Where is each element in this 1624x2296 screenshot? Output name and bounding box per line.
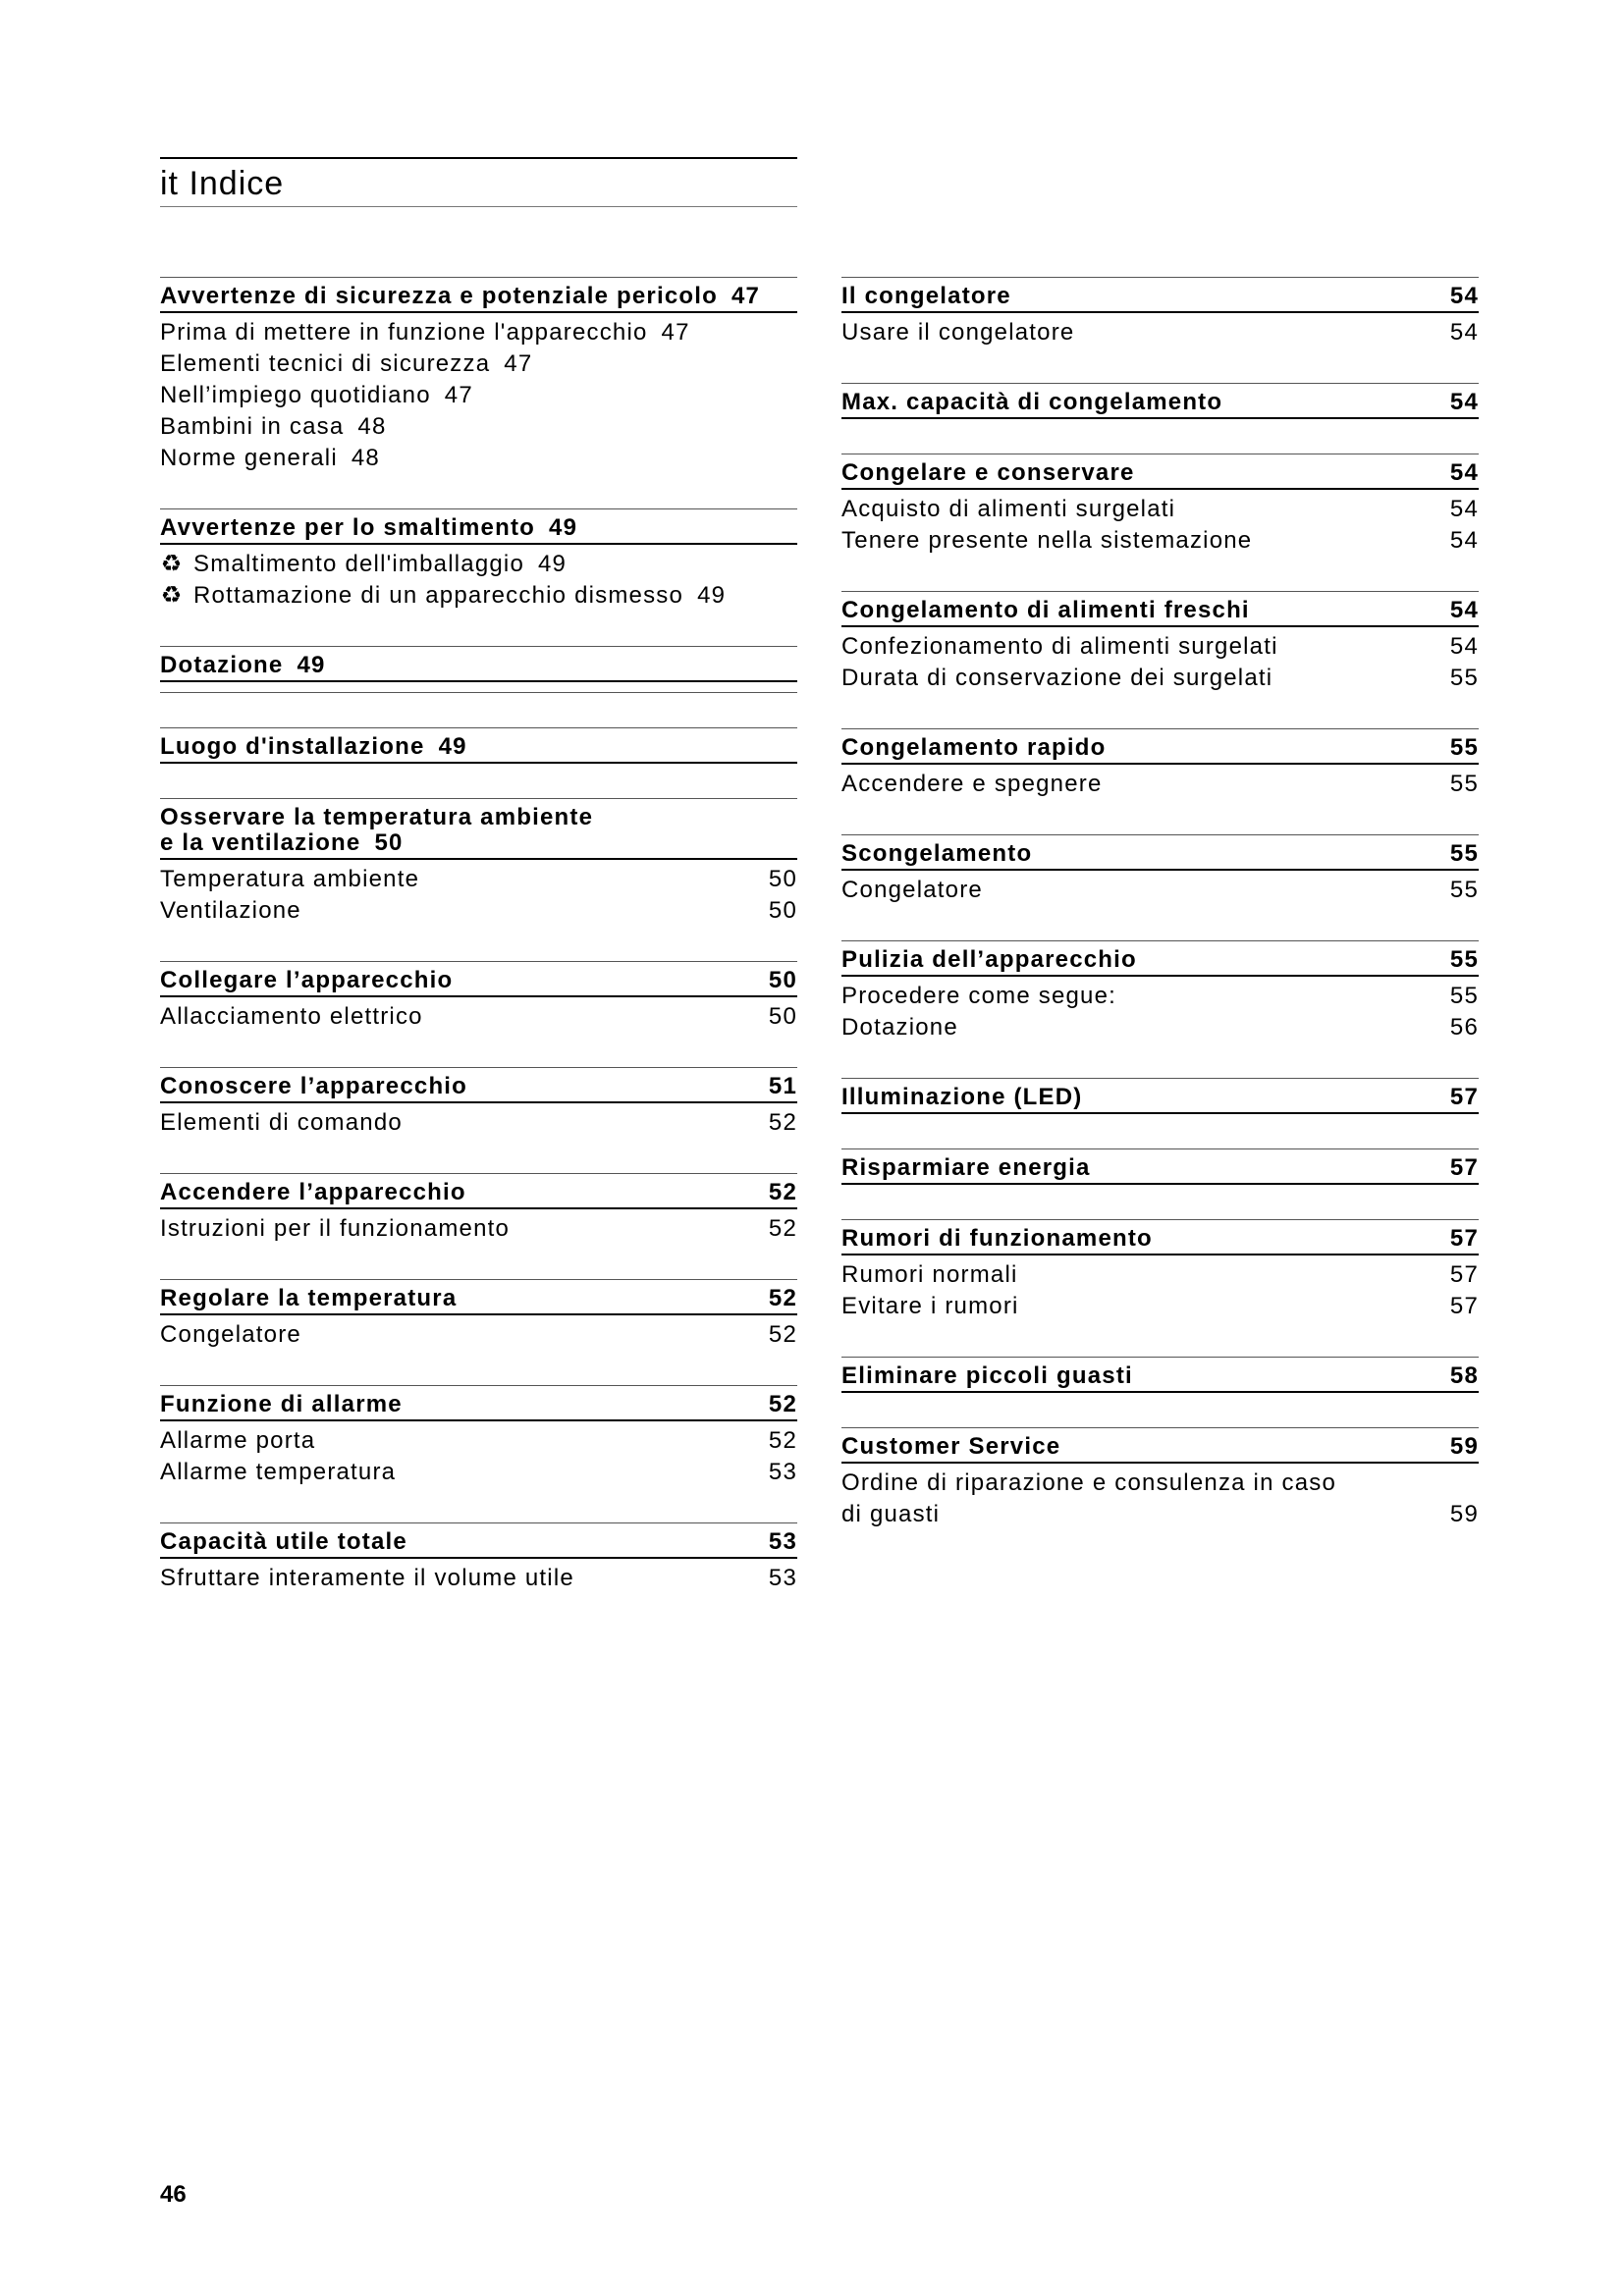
entry-label: Rottamazione di un apparecchio dismesso xyxy=(193,582,684,609)
toc-entry[interactable] xyxy=(841,1012,1479,1043)
entry-page-number: 48 xyxy=(351,445,380,471)
entry-page-number: 49 xyxy=(697,582,727,609)
entry-label: Elementi tecnici di sicurezza xyxy=(160,350,491,377)
entry-label: Prima di mettere in funzione l'apparecchio xyxy=(160,319,648,346)
entry-page-number: 52 xyxy=(768,1215,797,1242)
section-page-number: 49 xyxy=(297,652,326,678)
entry-page-number: 55 xyxy=(1449,983,1479,1009)
entry-page-number: 49 xyxy=(538,551,568,577)
section-title: Eliminare piccoli guasti xyxy=(841,1362,1133,1389)
entry-label: Tenere presente nella sistemazione xyxy=(841,527,1253,554)
toc-entry[interactable] xyxy=(841,1468,1479,1530)
section-heading[interactable] xyxy=(841,728,1479,765)
entry-page-number: 57 xyxy=(1449,1293,1479,1319)
entry-label: Usare il congelatore xyxy=(841,319,1075,346)
entry-page-number: 50 xyxy=(768,866,797,892)
section-page-number: 53 xyxy=(768,1528,797,1555)
section-title: Luogo d'installazione xyxy=(160,733,425,760)
toc-section-risparmiare-energia xyxy=(841,1148,1479,1185)
section-page-number: 54 xyxy=(1449,459,1479,486)
section-page-number: 58 xyxy=(1449,1362,1479,1389)
entry-page-number: 50 xyxy=(768,897,797,924)
toc-right-column xyxy=(841,277,1479,1565)
toc-section-dotazione xyxy=(160,646,797,693)
section-items xyxy=(160,1421,797,1488)
entry-page-number: 55 xyxy=(1449,665,1479,691)
section-title: Congelamento rapido xyxy=(841,734,1107,761)
section-items xyxy=(160,545,797,612)
section-heading[interactable] xyxy=(160,277,797,313)
section-title: Max. capacità di congelamento xyxy=(841,389,1223,415)
entry-label: Allacciamento elettrico xyxy=(160,1003,423,1030)
section-items xyxy=(841,871,1479,906)
section-heading[interactable] xyxy=(160,1385,797,1421)
toc-entry[interactable] xyxy=(160,895,797,927)
section-page-number: 52 xyxy=(768,1391,797,1417)
entry-page-number: 54 xyxy=(1449,496,1479,522)
entry-label: Temperatura ambiente xyxy=(160,866,420,892)
entry-page-number: 50 xyxy=(768,1003,797,1030)
section-heading[interactable] xyxy=(160,961,797,997)
section-heading[interactable] xyxy=(160,1279,797,1315)
section-items xyxy=(841,977,1479,1043)
section-heading[interactable] xyxy=(841,591,1479,627)
entry-label: Elementi di comando xyxy=(160,1109,403,1136)
section-heading[interactable] xyxy=(160,1173,797,1209)
toc-section-accendere-l-apparecchio xyxy=(160,1173,797,1245)
toc-entry[interactable] xyxy=(841,1259,1479,1291)
section-items xyxy=(160,1315,797,1351)
entry-label: Confezionamento di alimenti surgelati xyxy=(841,633,1278,660)
toc-section-eliminare-piccoli-guasti xyxy=(841,1357,1479,1393)
toc-entry[interactable] xyxy=(841,494,1479,525)
page-number: 46 xyxy=(160,2181,187,2208)
section-heading[interactable] xyxy=(841,454,1479,490)
section-title: Dotazione xyxy=(160,652,284,678)
section-page-number: 49 xyxy=(438,733,467,760)
toc-section-congelamento-rapido xyxy=(841,728,1479,800)
entry-label: Congelatore xyxy=(160,1321,301,1348)
entry-page-number: 52 xyxy=(768,1427,797,1454)
section-heading[interactable] xyxy=(841,1357,1479,1393)
section-items xyxy=(841,765,1479,800)
entry-label: Ventilazione xyxy=(160,897,301,924)
toc-section-congelamento-di-alimenti-freschi xyxy=(841,591,1479,694)
toc-entry[interactable] xyxy=(160,1563,797,1594)
section-items xyxy=(160,860,797,927)
section-title: Funzione di allarme xyxy=(160,1391,403,1417)
section-heading[interactable] xyxy=(841,1148,1479,1185)
section-page-number: 55 xyxy=(1449,734,1479,761)
entry-label: Rumori normali xyxy=(841,1261,1018,1288)
entry-label: Istruzioni per il funzionamento xyxy=(160,1215,511,1242)
section-items xyxy=(160,997,797,1033)
toc-entry[interactable] xyxy=(160,1213,797,1245)
entry-page-number: 55 xyxy=(1449,771,1479,797)
section-heading[interactable] xyxy=(841,277,1479,313)
section-items xyxy=(160,1209,797,1245)
toc-section-avvertenze-per-lo-smaltimento xyxy=(160,508,797,612)
toc-entry[interactable] xyxy=(160,1001,797,1033)
toc-section-il-congelatore xyxy=(841,277,1479,348)
entry-label: Congelatore xyxy=(841,877,983,903)
toc-entry[interactable] xyxy=(160,348,797,380)
entry-label: Allarme temperatura xyxy=(160,1459,397,1485)
section-page-number: 52 xyxy=(768,1179,797,1205)
toc-section-conoscere-l-apparecchio xyxy=(160,1067,797,1139)
toc-entry[interactable] xyxy=(160,411,797,443)
section-page-number: 55 xyxy=(1449,946,1479,973)
toc-section-collegare-l-apparecchio xyxy=(160,961,797,1033)
section-page-number: 55 xyxy=(1449,840,1479,867)
toc-entry[interactable] xyxy=(160,317,797,348)
recycle-icon: ♻ xyxy=(160,551,184,577)
section-title: Conoscere l’apparecchio xyxy=(160,1073,468,1099)
toc-section-capacit-utile-totale xyxy=(160,1522,797,1594)
entry-page-number: 59 xyxy=(1449,1501,1479,1527)
page-header xyxy=(160,157,797,207)
toc-section-customer-service xyxy=(841,1427,1479,1530)
section-title: Rumori di funzionamento xyxy=(841,1225,1153,1252)
entry-page-number: 57 xyxy=(1449,1261,1479,1288)
section-title: Congelamento di alimenti freschi xyxy=(841,597,1250,623)
section-heading[interactable] xyxy=(160,646,797,682)
toc-entry[interactable] xyxy=(841,525,1479,557)
toc-section-max-capacit-di-congelamento xyxy=(841,383,1479,419)
section-title: Customer Service xyxy=(841,1433,1061,1460)
section-page-number: 54 xyxy=(1449,389,1479,415)
section-items xyxy=(841,313,1479,348)
entry-page-number: 53 xyxy=(768,1459,797,1485)
toc-section-pulizia-dell-apparecchio xyxy=(841,940,1479,1043)
section-heading[interactable] xyxy=(841,1078,1479,1114)
section-page-number: 50 xyxy=(374,829,404,856)
section-title: Scongelamento xyxy=(841,840,1033,867)
toc-entry[interactable] xyxy=(160,1107,797,1139)
section-page-number: 49 xyxy=(549,514,578,541)
entry-page-number: 47 xyxy=(444,382,473,408)
entry-label: Norme generali xyxy=(160,445,338,471)
entry-label: Nell’impiego quotidiano xyxy=(160,382,431,408)
entry-page-number: 53 xyxy=(768,1565,797,1591)
entry-label: Bambini in casa xyxy=(160,413,345,440)
section-heading[interactable] xyxy=(841,1219,1479,1255)
section-items xyxy=(160,313,797,474)
toc-section-luogo-d-installazione xyxy=(160,727,797,764)
toc-entry[interactable] xyxy=(841,875,1479,906)
entry-page-number: 54 xyxy=(1449,319,1479,346)
section-heading[interactable] xyxy=(841,940,1479,977)
toc-entry[interactable] xyxy=(160,864,797,895)
entry-page-number: 48 xyxy=(357,413,387,440)
entry-label: Allarme porta xyxy=(160,1427,316,1454)
entry-page-number: 52 xyxy=(768,1109,797,1136)
section-title: Risparmiare energia xyxy=(841,1154,1091,1181)
entry-label: Dotazione xyxy=(841,1014,958,1041)
entry-page-number: 55 xyxy=(1449,877,1479,903)
section-heading[interactable] xyxy=(160,798,797,860)
toc-entry[interactable] xyxy=(841,981,1479,1012)
section-title: Regolare la temperatura xyxy=(160,1285,458,1311)
toc-entry[interactable] xyxy=(841,317,1479,348)
entry-label: Acquisto di alimenti surgelati xyxy=(841,496,1176,522)
section-page-number: 57 xyxy=(1449,1225,1479,1252)
section-items xyxy=(160,1559,797,1594)
section-page-number: 47 xyxy=(731,283,761,309)
section-page-number: 50 xyxy=(768,967,797,993)
toc-section-regolare-la-temperatura xyxy=(160,1279,797,1351)
section-title: Capacità utile totale xyxy=(160,1528,407,1555)
entry-label: Procedere come segue: xyxy=(841,983,1117,1009)
toc-entry[interactable] xyxy=(160,380,797,411)
section-page-number: 51 xyxy=(768,1073,797,1099)
section-heading[interactable] xyxy=(160,727,797,764)
entry-label: Evitare i rumori xyxy=(841,1293,1019,1319)
toc-section-congelare-e-conservare xyxy=(841,454,1479,557)
section-items xyxy=(160,1103,797,1139)
section-title: Collegare l’apparecchio xyxy=(160,967,454,993)
section-title: Accendere l’apparecchio xyxy=(160,1179,466,1205)
section-page-number: 57 xyxy=(1449,1154,1479,1181)
toc-section-rumori-di-funzionamento xyxy=(841,1219,1479,1322)
section-heading[interactable] xyxy=(841,834,1479,871)
section-items xyxy=(841,1464,1479,1530)
entry-page-number: 52 xyxy=(768,1321,797,1348)
toc-entry[interactable] xyxy=(160,1319,797,1351)
entry-page-number: 47 xyxy=(661,319,690,346)
section-page-number: 59 xyxy=(1449,1433,1479,1460)
entry-label: Accendere e spegnere xyxy=(841,771,1103,797)
toc-entry[interactable] xyxy=(160,443,797,474)
toc-section-avvertenze-di-sicurezza-e-potenziale-pericolo xyxy=(160,277,797,474)
section-heading[interactable] xyxy=(160,1522,797,1559)
section-page-number: 57 xyxy=(1449,1084,1479,1110)
toc-section-osservare-la-temperatura-ambiente-e-la-ventilazione xyxy=(160,798,797,927)
toc-entry[interactable] xyxy=(841,1291,1479,1322)
section-title: Il congelatore xyxy=(841,283,1011,309)
entry-label: Sfruttare interamente il volume utile xyxy=(160,1565,574,1591)
toc-entry[interactable] xyxy=(841,663,1479,694)
toc-entry[interactable] xyxy=(160,549,797,580)
entry-label: Smaltimento dell'imballaggio xyxy=(193,551,524,577)
toc-left-column xyxy=(160,277,797,1629)
section-items xyxy=(841,490,1479,557)
page-title: it Indice xyxy=(160,165,285,202)
entry-page-number: 56 xyxy=(1449,1014,1479,1041)
section-heading[interactable] xyxy=(160,1067,797,1103)
toc-entry[interactable] xyxy=(160,1425,797,1457)
section-heading[interactable] xyxy=(841,383,1479,419)
section-title: Pulizia dell’apparecchio xyxy=(841,946,1137,973)
entry-page-number: 47 xyxy=(504,350,533,377)
section-page-number: 54 xyxy=(1449,283,1479,309)
section-title: Illuminazione (LED) xyxy=(841,1084,1083,1110)
section-items xyxy=(841,627,1479,694)
entry-page-number: 54 xyxy=(1449,527,1479,554)
entry-label: Durata di conservazione dei surgelati xyxy=(841,665,1273,691)
section-items xyxy=(841,1255,1479,1322)
toc-section-funzione-di-allarme xyxy=(160,1385,797,1488)
recycle-icon: ♻ xyxy=(160,582,184,609)
section-title: Osservare la temperatura ambiente e la ventilazione xyxy=(160,804,594,856)
section-page-number: 54 xyxy=(1449,597,1479,623)
toc-entry[interactable] xyxy=(160,580,797,612)
toc-section-illuminazione-led xyxy=(841,1078,1479,1114)
toc-entry[interactable] xyxy=(841,631,1479,663)
toc-section-scongelamento xyxy=(841,834,1479,906)
section-title: Avvertenze di sicurezza e potenziale pericolo xyxy=(160,283,718,309)
section-page-number: 52 xyxy=(768,1285,797,1311)
section-title: Congelare e conservare xyxy=(841,459,1135,486)
section-divider xyxy=(160,692,797,693)
toc-entry[interactable] xyxy=(160,1457,797,1488)
section-title: Avvertenze per lo smaltimento xyxy=(160,514,536,541)
toc-entry[interactable] xyxy=(841,769,1479,800)
section-heading[interactable] xyxy=(841,1427,1479,1464)
entry-label: Ordine di riparazione e consulenza in caso di guasti xyxy=(841,1469,1336,1527)
entry-page-number: 54 xyxy=(1449,633,1479,660)
section-heading[interactable] xyxy=(160,508,797,545)
